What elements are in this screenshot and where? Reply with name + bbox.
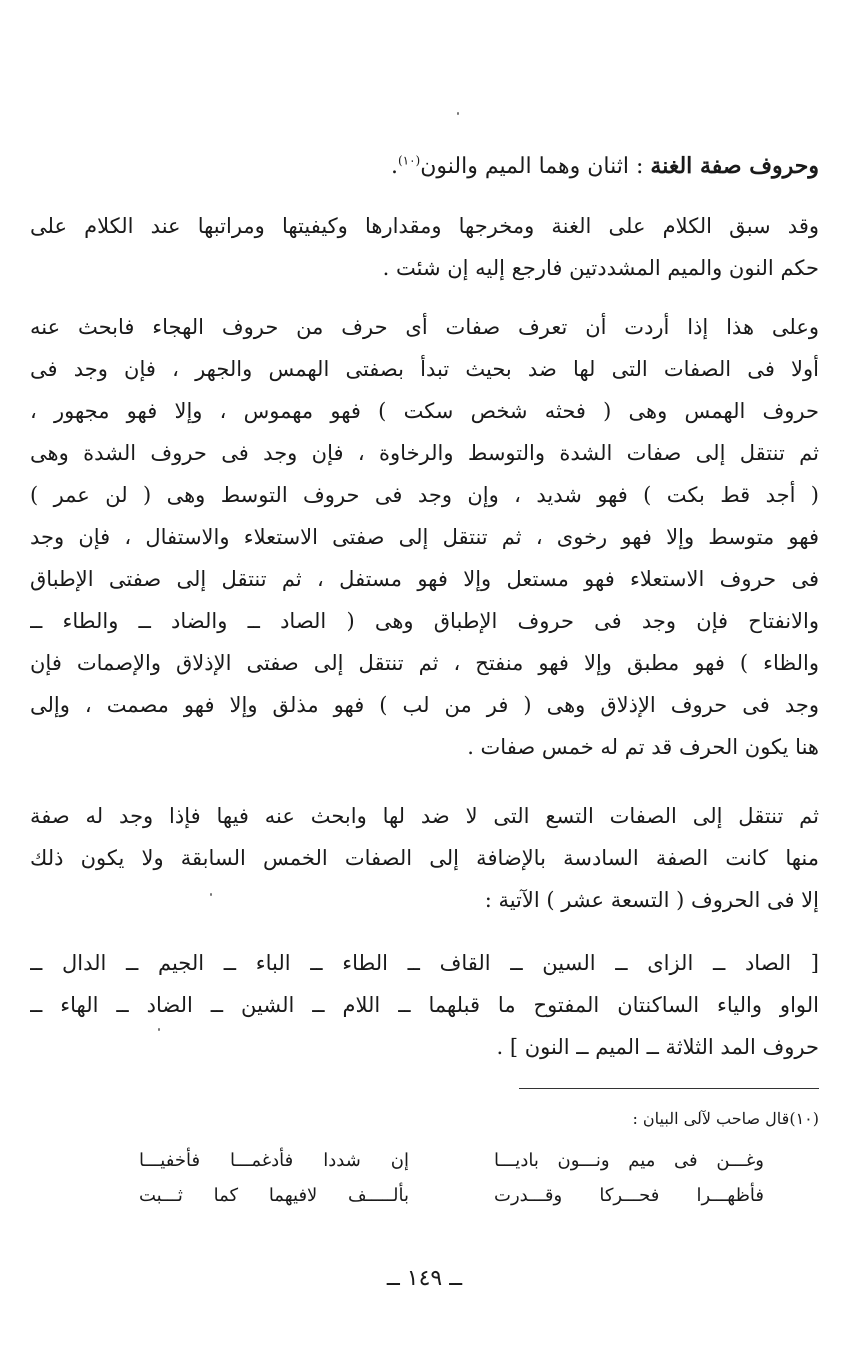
paragraph-line: والانفتاح فإن وجد فى حروف الإطباق وهى ( الصاد ــ والضاد ــ والطاء ــ [30, 609, 819, 633]
paragraph-line: ثم تنتقل إلى الصفات التسع التى لا ضد لها وابحث عنه فيها فإذا وجد له صفة [30, 804, 819, 828]
paragraph-line: وعلى هذا إذا أردت أن تعرف صفات أى حرف من حروف الهجاء فابحث عنه [30, 315, 819, 339]
section-heading [40, 140, 819, 193]
letter-list-paragraph [30, 942, 819, 1068]
footnote-divider [519, 1088, 819, 1089]
footnote-verse [30, 1178, 819, 1214]
paragraph-line: أولا فى الصفات التى لها ضد بحيث تبدأ بصفتى الهمس والجهر ، فإن وجد فى [30, 357, 819, 381]
footnote-verse [30, 1143, 819, 1179]
verse-first-hemistich: فأظهـــرا فحـــركا وقـــدرت [494, 1185, 764, 1206]
verse-first-hemistich: وغـــن فى ميم ونـــون باديـــا [494, 1150, 764, 1171]
paragraph-line: هنا يكون الحرف قد تم له خمس صفات . [467, 735, 819, 759]
paragraph-line: وجد فى حروف الإذلاق وهى ( فر من لب ) فهو مذلق وإلا فهو مصمت ، وإلى [30, 693, 819, 717]
paragraph-line: إلا فى الحروف ( التسعة عشر ) الآتية : [484, 888, 819, 912]
paragraph-line: [ الصاد ــ الزاى ــ السين ــ القاف ــ الطاء ــ الباء ــ الجيم ــ الدال ــ [30, 951, 819, 975]
paragraph-2 [30, 306, 819, 768]
heading-rest-text: : اثنان وهما الميم والنون [420, 154, 651, 179]
paragraph-line: حروف الهمس وهى ( فحثه شخص سكت ) فهو مهموس ، وإلا فهو مجهور ، [30, 399, 819, 423]
scan-speck [158, 1028, 160, 1031]
footnote-label: (١٠)قال صاحب لآلى البيان : [632, 1109, 819, 1128]
paragraph-line: منها كانت الصفة السادسة بالإضافة إلى الصفات الخمس السابقة ولا يكون ذلك [30, 846, 819, 870]
footnote-reference: (١٠) [397, 153, 421, 168]
verse-second-hemistich: بألـــــف لافيهما كما ثـــبت [139, 1185, 409, 1206]
heading-end: . [390, 154, 398, 179]
scan-speck [457, 112, 459, 115]
paragraph-1 [30, 205, 819, 289]
heading-bold-text: وحروف صفة الغنة [650, 153, 819, 179]
scan-speck [210, 893, 212, 896]
paragraph-line: حكم النون والميم المشددتين فارجع إليه إن شئت . [382, 256, 819, 280]
paragraph-line: فى حروف الاستعلاء فهو مستعل وإلا فهو مستفل ، ثم تنتقل إلى صفتى الإطباق [30, 567, 819, 591]
paragraph-line: الواو والياء الساكنتان المفتوح ما قبلهما ــ اللام ــ الشين ــ الضاد ــ الهاء ــ [30, 993, 819, 1017]
paragraph-line: حروف المد الثلاثة ــ الميم ــ النون ] . [496, 1035, 819, 1059]
paragraph-line: ثم تنتقل إلى صفات الشدة والتوسط والرخاوة ، فإن وجد فى حروف الشدة وهى [30, 441, 819, 465]
paragraph-3 [30, 795, 819, 921]
page-number: ــ ١٤٩ ــ [386, 1266, 463, 1291]
paragraph-line: وقد سبق الكلام على الغنة ومخرجها ومقدارها وكيفيتها ومراتبها عند الكلام على [30, 214, 819, 238]
paragraph-line: والظاء ) فهو مطبق وإلا فهو منفتح ، ثم تنتقل إلى صفتى الإذلاق والإصمات فإن [30, 651, 819, 675]
paragraph-line: فهو متوسط وإلا فهو رخوى ، ثم تنتقل إلى صفتى الاستعلاء والاستفال ، فإن وجد [30, 525, 819, 549]
paragraph-line: ( أجد قط بكت ) فهو شديد ، وإن وجد فى حروف التوسط وهى ( لن عمر ) [30, 483, 819, 507]
verse-second-hemistich: إن شددا فأدغمـــا فأخفيـــا [139, 1150, 409, 1171]
